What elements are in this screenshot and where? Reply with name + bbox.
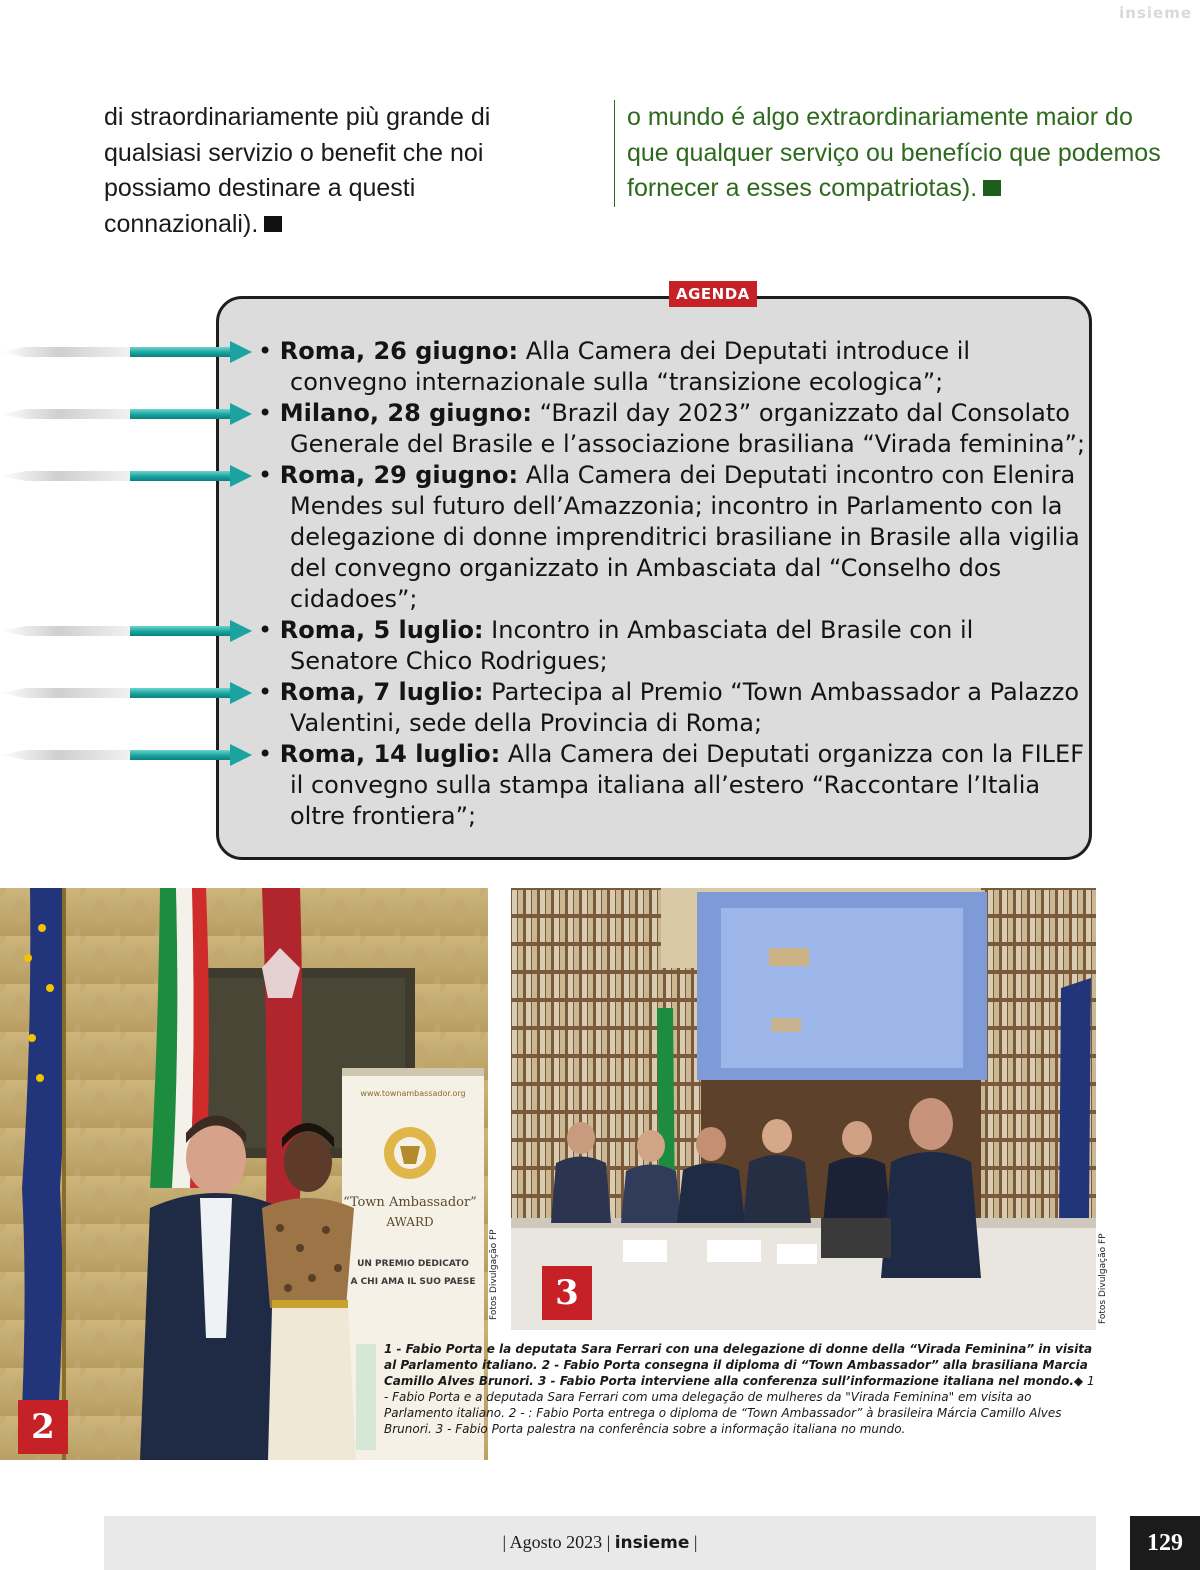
photo-credit: Fotos Divulgação FP — [489, 1229, 499, 1320]
agenda-item — [258, 398, 1088, 460]
footer-brand: insieme — [614, 1533, 690, 1553]
banner-url: www.townambassador.org — [360, 1089, 466, 1098]
arrow-icon — [0, 685, 256, 701]
photo-number-badge: 3 — [542, 1266, 592, 1320]
photo-number-badge: 2 — [18, 1400, 68, 1454]
arrow-icon — [0, 747, 256, 763]
bullet: • — [258, 740, 273, 768]
bullet: • — [258, 461, 273, 489]
caption-accent-bar — [356, 1344, 376, 1450]
footer-issue: Agosto 2023 — [509, 1532, 603, 1552]
agenda-text: Incontro in Ambasciata del Brasile con il Senatore Chico Rodrigues; — [290, 616, 974, 675]
agenda-place-date: Roma, 7 luglio: — [279, 678, 484, 706]
photo-credit: Fotos Divulgação FP — [1098, 1233, 1108, 1324]
banner-title: “Town Ambassador” — [343, 1195, 477, 1210]
arrow-icon — [0, 406, 256, 422]
article-portuguese-column — [614, 100, 1167, 207]
article-italian-column — [104, 100, 524, 242]
bullet: • — [258, 337, 273, 365]
agenda-item — [258, 460, 1088, 615]
caption-portuguese: 1 - Fabio Porta e a deputada Sara Ferrari com uma delegação de mulheres da "Virada Feminina" em visita ao Parlamento italiano. 2 - : Fabio Porta entrega o diploma de “Town Ambassador” à brasileira Márcia Camillo Alves Brunori. 3 - Fabio Porta palestra na conferência sobre a informação italiana no mundo. — [384, 1374, 1095, 1436]
agenda-item — [258, 739, 1088, 832]
bullet: • — [258, 678, 273, 706]
banner-tagline-2: A CHI AMA IL SUO PAESE — [350, 1277, 476, 1287]
arrow-icon — [0, 623, 256, 639]
agenda-text: Alla Camera dei Deputati introduce il convegno internazionale sulla “transizione ecologica”; — [290, 337, 971, 396]
end-mark-icon — [264, 216, 282, 232]
agenda-place-date: Roma, 5 luglio: — [279, 616, 484, 644]
bullet: • — [258, 616, 273, 644]
end-mark-icon — [983, 180, 1001, 196]
agenda-list — [258, 336, 1088, 832]
banner-tagline-1: UN PREMIO DEDICATO — [357, 1259, 469, 1269]
diamond-icon: ◆ — [1073, 1374, 1084, 1388]
masthead-logo: insieme — [1119, 4, 1192, 22]
agenda-text: Partecipa al Premio “Town Ambassador a Palazzo Valentini, sede della Provincia di Roma; — [290, 678, 1079, 737]
agenda-label: AGENDA — [669, 281, 757, 307]
agenda-text: Alla Camera dei Deputati incontro con Elenira Mendes sul futuro dell’Amazzonia; incontro in Parlamento con la delegazione di donne imprenditrici brasiliane in Brasile alla vigilia del convegno organizzato in Ambasciata dal “Conselho dos cidadoes”; — [290, 461, 1080, 613]
agenda-place-date: Roma, 26 giugno: — [279, 337, 519, 365]
footer-separator: | — [606, 1532, 611, 1552]
arrow-icon — [0, 468, 256, 484]
bullet: • — [258, 399, 273, 427]
agenda-place-date: Milano, 28 giugno: — [279, 399, 532, 427]
agenda-item — [258, 677, 1088, 739]
agenda-item — [258, 336, 1088, 398]
agenda-text: Alla Camera dei Deputati organizza con la FILEF il convegno sulla stampa italiana all’estero “Raccontare l’Italia oltre frontiera”; — [290, 740, 1085, 830]
article-portuguese-text: o mundo é algo extraordinariamente maior do que qualquer serviço ou benefício que podemos fornecer a esses compatriotas). — [627, 103, 1161, 202]
footer-separator: | — [693, 1532, 698, 1552]
agenda-text: “Brazil day 2023” organizzato dal Consolato Generale del Brasile e l’associazione brasiliana “Virada feminina”; — [290, 399, 1086, 458]
footer — [0, 1532, 1200, 1553]
article-italian-text: di straordinariamente più grande di qualsiasi servizio o benefit che noi possiamo destinare a questi connazionali). — [104, 103, 491, 238]
photo-caption — [384, 1341, 1096, 1437]
arrow-icon — [0, 344, 256, 360]
agenda-item — [258, 615, 1088, 677]
footer-separator: | — [502, 1532, 507, 1552]
banner-subtitle: AWARD — [386, 1215, 434, 1229]
photo-conference — [511, 888, 1096, 1330]
page-number: 129 — [1130, 1516, 1200, 1570]
agenda-place-date: Roma, 29 giugno: — [279, 461, 519, 489]
caption-italian: 1 - Fabio Porta e la deputata Sara Ferrari con una delegazione di donne della “Virada Feminina” in visita al Parlamento italiano. 2 - Fabio Porta consegna il diploma di “Town Ambassador” alla brasiliana Marcia Camillo Alves Brunori. 3 - Fabio Porta interviene alla conferenza sull’informazione italiana nel mondo. — [384, 1342, 1093, 1388]
agenda-place-date: Roma, 14 luglio: — [279, 740, 501, 768]
